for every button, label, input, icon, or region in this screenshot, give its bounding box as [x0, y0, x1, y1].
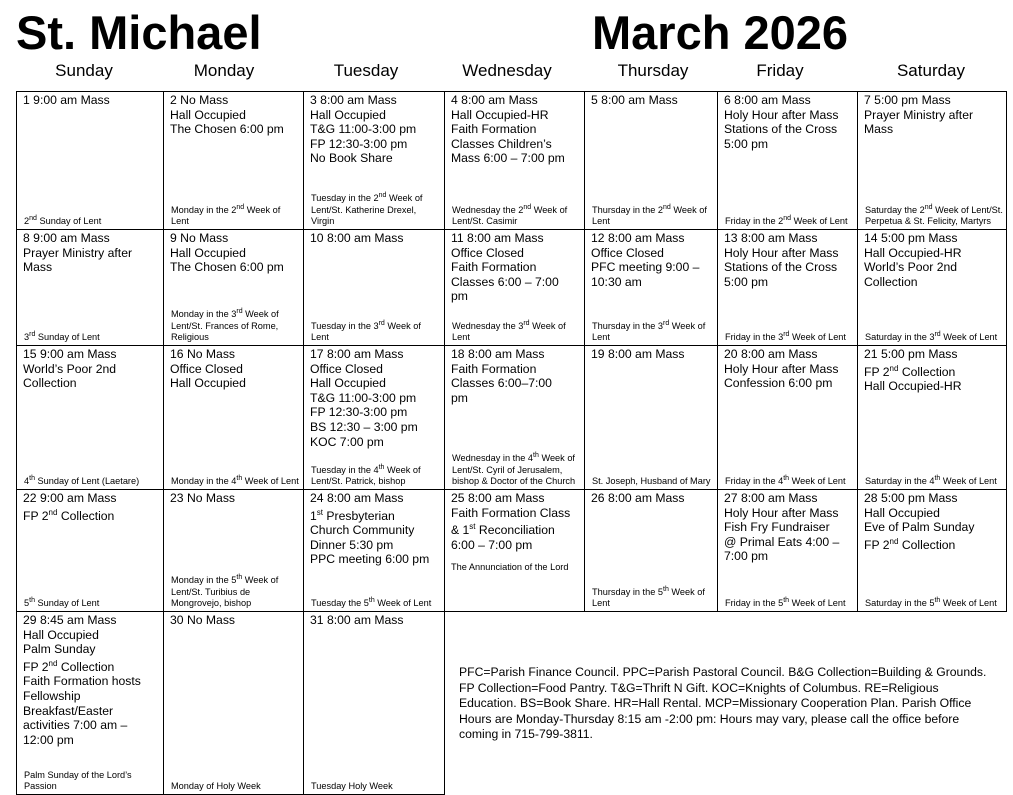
weekday-header-thursday: Thursday [617, 61, 689, 80]
liturgical-note: Tuesday Holy Week [311, 780, 393, 791]
liturgical-note: 2nd Sunday of Lent [24, 214, 102, 226]
day-cell[interactable] [585, 346, 718, 490]
day-cell[interactable] [17, 490, 164, 612]
day-events: 30 No Mass [170, 613, 236, 627]
day-events: 27 8:00 am Mass Holy Hour after Mass Fish Fry Fundraiser @ Primal Eats 4:00 – 7:00 pm [724, 491, 840, 564]
liturgical-note: Friday in the 5th Week of Lent [725, 596, 846, 608]
day-events: 14 5:00 pm Mass Hall Occupied-HR World’s Poor 2nd Collection [864, 231, 962, 289]
day-cell[interactable] [585, 490, 718, 612]
day-events: 24 8:00 am Mass 1st Presbyterian Church Community Dinner 5:30 pm PPC meeting 6:00 pm [310, 491, 430, 567]
liturgical-note: Tuesday in the 2nd Week of Lent/St. Katherine Drexel, Virgin [311, 192, 423, 226]
day-cell[interactable] [858, 230, 1007, 346]
liturgical-note: Palm Sunday of the Lord’s Passion [24, 769, 132, 791]
day-cell[interactable] [304, 612, 445, 795]
day-cell[interactable] [17, 92, 164, 230]
liturgical-note: Wednesday the 2nd Week of Lent/St. Casimir [452, 203, 568, 226]
liturgical-note: Friday in the 2nd Week of Lent [725, 214, 848, 226]
day-cell[interactable] [164, 230, 304, 346]
liturgical-note: Thursday in the 5th Week of Lent [592, 585, 705, 608]
day-cell[interactable] [585, 230, 718, 346]
day-events: 5 8:00 am Mass [591, 93, 678, 107]
liturgical-note: 3rd Sunday of Lent [24, 330, 100, 342]
day-cell[interactable] [164, 490, 304, 612]
day-events: 28 5:00 pm Mass Hall Occupied Eve of Palm Sunday FP 2nd Collection [864, 491, 975, 552]
day-cell[interactable] [304, 92, 445, 230]
day-cell[interactable] [858, 92, 1007, 230]
day-cell[interactable] [445, 92, 585, 230]
liturgical-note: Monday in the 4th Week of Lent [171, 474, 299, 486]
day-events: 12 8:00 am Mass Office Closed PFC meeting 9:00 – 10:30 am [591, 231, 700, 289]
day-events: 9 No Mass Hall Occupied The Chosen 6:00 pm [170, 231, 284, 275]
day-cell[interactable] [164, 612, 304, 795]
day-events: 6 8:00 am Mass Holy Hour after Mass Stations of the Cross 5:00 pm [724, 93, 839, 151]
day-events: 2 No Mass Hall Occupied The Chosen 6:00 pm [170, 93, 284, 137]
day-cell[interactable] [445, 230, 585, 346]
day-cell[interactable] [718, 230, 858, 346]
day-cell[interactable] [585, 92, 718, 230]
liturgical-note: St. Joseph, Husband of Mary [592, 475, 711, 486]
day-cell[interactable] [718, 92, 858, 230]
liturgical-note: Tuesday the 5th Week of Lent [311, 596, 432, 608]
day-events: 19 8:00 am Mass [591, 347, 685, 361]
day-cell[interactable] [164, 346, 304, 490]
day-events: 7 5:00 pm Mass Prayer Ministry after Mass [864, 93, 974, 137]
liturgical-note: Monday in the 5th Week of Lent/St. Turibius de Mongrovejo, bishop [171, 574, 279, 608]
day-events: 16 No Mass Office Closed Hall Occupied [170, 347, 246, 391]
calendar-grid [16, 91, 1007, 795]
day-events: 25 8:00 am Mass Faith Formation Class & 1st Reconciliation 6:00 – 7:00 pm [451, 491, 571, 552]
weekday-header-sunday: Sunday [55, 61, 113, 80]
liturgical-note: Saturday the 2nd Week of Lent/St. Perpetua & St. Felicity, Martyrs [865, 203, 1003, 226]
day-cell[interactable] [858, 490, 1007, 612]
day-events: 20 8:00 am Mass Holy Hour after Mass Confession 6:00 pm [724, 347, 839, 391]
day-events: 18 8:00 am Mass Faith Formation Classes 6:00–7:00 pm [451, 347, 552, 405]
liturgical-note: Friday in the 4th Week of Lent [725, 474, 846, 486]
weekday-header-wednesday: Wednesday [462, 61, 552, 80]
liturgical-note: Monday in the 3rd Week of Lent/St. Frances of Rome, Religious [171, 308, 279, 342]
liturgical-note: Thursday in the 2nd Week of Lent [592, 203, 707, 226]
weekday-header-tuesday: Tuesday [333, 61, 399, 80]
abbreviations-legend: PFC=Parish Finance Council. PPC=Parish Pastoral Council. B&G Collection=Building & Grounds. FP Collection=Food Pantry. T&G=Thrift N Gift. KOC=Knights of Columbus. RE=Religious Education. BS=Book Share. HR=Hall Rental. MCP=Missionary Cooperation Plan. Parish Office Hours are Monday-Thursday 8:15 am -2:00 pm: Hours may vary, please call the office before coming in 715-799-3811. [459, 665, 987, 741]
day-events: 1 9:00 am Mass [23, 93, 110, 107]
liturgical-note: 4th Sunday of Lent (Laetare) [24, 474, 140, 486]
day-cell[interactable] [304, 230, 445, 346]
liturgical-note: Friday in the 3rd Week of Lent [725, 330, 846, 342]
day-cell[interactable] [304, 346, 445, 490]
liturgical-note: Tuesday in the 3rd Week of Lent [311, 319, 421, 342]
liturgical-note: Saturday in the 5th Week of Lent [865, 596, 997, 608]
day-events: 17 8:00 am Mass Office Closed Hall Occupied T&G 11:00-3:00 pm FP 12:30-3:00 pm BS 12:30 – 3:00 pm KOC 7:00 pm [310, 347, 418, 449]
day-cell[interactable] [304, 490, 445, 612]
day-events: 13 8:00 am Mass Holy Hour after Mass Stations of the Cross 5:00 pm [724, 231, 839, 289]
day-events: 15 9:00 am Mass World’s Poor 2nd Collection [23, 347, 117, 391]
liturgical-note: Wednesday in the 4th Week of Lent/St. Cyril of Jerusalem, bishop & Doctor of the Church [452, 452, 576, 486]
day-cell[interactable] [718, 490, 858, 612]
day-cell[interactable] [718, 346, 858, 490]
day-events: 29 8:45 am Mass Hall Occupied Palm Sunday FP 2nd Collection Faith Formation hosts Fellowship Breakfast/Easter activities 7:00 am – 12:00 pm [23, 613, 141, 747]
day-events: 11 8:00 am Mass Office Closed Faith Formation Classes 6:00 – 7:00 pm [451, 231, 559, 304]
liturgical-note: 5th Sunday of Lent [24, 596, 100, 608]
liturgical-note: Saturday in the 3rd Week of Lent [865, 330, 998, 342]
liturgical-note: Wednesday the 3rd Week of Lent [452, 319, 566, 342]
day-events: 10 8:00 am Mass [310, 231, 404, 245]
liturgical-note: Thursday in the 3rd Week of Lent [592, 319, 706, 342]
day-events: 4 8:00 am Mass Hall Occupied-HR Faith Formation Classes Children’s Mass 6:00 – 7:00 pm [451, 93, 565, 166]
weekday-header-friday: Friday [756, 61, 804, 80]
day-cell[interactable] [858, 346, 1007, 490]
day-events: 26 8:00 am Mass [591, 491, 685, 505]
parish-title: St. Michael [16, 6, 262, 59]
liturgical-note: The Annunciation of the Lord [451, 562, 569, 573]
liturgical-note: Saturday in the 4th Week of Lent [865, 474, 997, 486]
day-cell[interactable] [445, 346, 585, 490]
liturgical-note: Tuesday in the 4th Week of Lent/St. Patrick, bishop [311, 463, 421, 486]
day-cell[interactable] [164, 92, 304, 230]
weekday-header-monday: Monday [193, 61, 255, 80]
day-events: 31 8:00 am Mass [310, 613, 404, 627]
day-cell[interactable] [17, 230, 164, 346]
day-events: 22 9:00 am Mass FP 2nd Collection [23, 491, 117, 523]
day-cell[interactable] [17, 346, 164, 490]
weekday-header-saturday: Saturday [896, 61, 966, 80]
month-title: March 2026 [592, 6, 849, 59]
liturgical-note: Monday in the 2nd Week of Lent [171, 203, 281, 226]
day-cell[interactable] [17, 612, 164, 795]
day-events: 8 9:00 am Mass Prayer Ministry after Mass [23, 231, 133, 275]
day-events: 23 No Mass [170, 491, 236, 505]
day-events: 3 8:00 am Mass Hall Occupied T&G 11:00-3:00 pm FP 12:30-3:00 pm No Book Share [310, 93, 417, 166]
day-events: 21 5:00 pm Mass FP 2nd Collection Hall Occupied-HR [864, 347, 962, 394]
day-cell[interactable] [445, 490, 585, 612]
liturgical-note: Monday of Holy Week [171, 780, 261, 791]
